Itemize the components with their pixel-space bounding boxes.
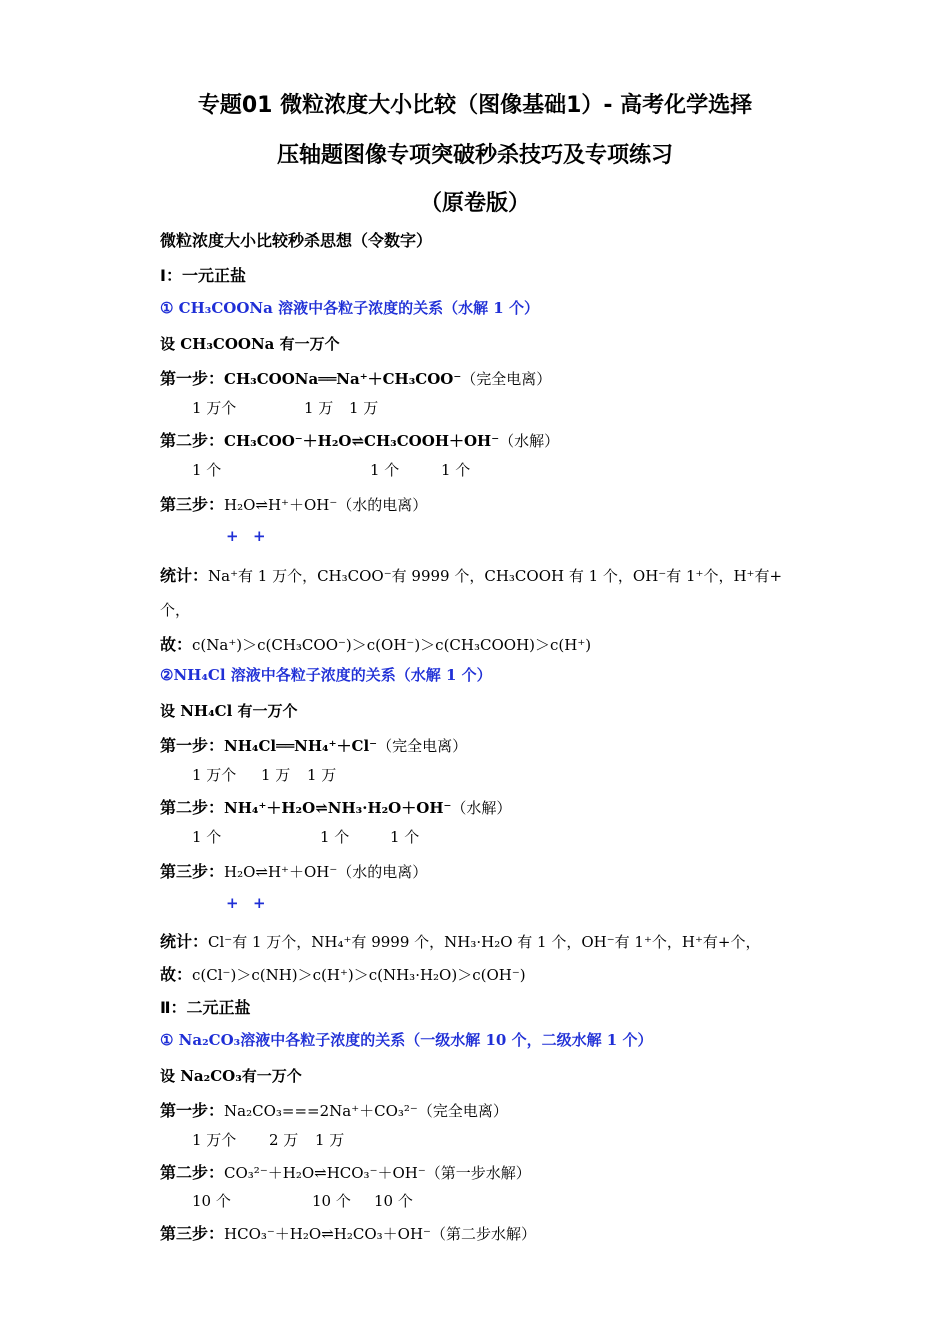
block3-step1-count-a: 1 万个 xyxy=(192,1131,237,1149)
step-label: 第一步： xyxy=(160,736,225,755)
equation-note: （水解） xyxy=(451,799,512,817)
block2-assume: 设 NH₄Cl 有一万个 xyxy=(160,702,298,720)
block2-stat xyxy=(160,929,760,952)
equation-note: （完全电离） xyxy=(461,370,552,388)
block2-step1-count-b: 1 万 xyxy=(261,766,291,784)
block1-heading: ① CH₃COONa 溶液中各粒子浓度的关系（水解 1 个） xyxy=(160,299,539,317)
equation: CH₃COONa══Na⁺＋CH₃COO⁻ xyxy=(224,370,462,388)
equation-note: （完全电离） xyxy=(417,1102,508,1120)
step-label: 第一步： xyxy=(160,1101,225,1120)
block1-assume: 设 CH₃COONa 有一万个 xyxy=(160,335,340,353)
block1-step3-mark-a: + xyxy=(226,527,239,545)
block1-step1 xyxy=(160,366,551,389)
block2-heading: ②NH₄Cl 溶液中各粒子浓度的关系（水解 1 个） xyxy=(160,666,492,684)
equation-note: （水解） xyxy=(499,432,560,450)
block1-step2-count-c: 1 个 xyxy=(441,461,471,479)
block1-conclusion xyxy=(160,632,591,655)
block2-step2-count-a: 1 个 xyxy=(192,828,222,846)
stat-text: Cl⁻有 1 万个，NH₄⁺有 9999 个，NH₃·H₂O 有 1 个，OH⁻有 1⁺个，H⁺有+个， xyxy=(208,933,761,951)
step-label: 第二步： xyxy=(160,798,225,817)
block2-step1-count-a: 1 万个 xyxy=(192,766,237,784)
block1-step1-count-c: 1 万 xyxy=(349,399,379,417)
equation: NH₄Cl══NH₄⁺＋Cl⁻ xyxy=(224,737,378,755)
document-title-line-2: 压轴题图像专项突破秒杀技巧及专项练习 xyxy=(276,143,673,168)
section-heading-1: Ⅰ：一元正盐 xyxy=(160,266,246,285)
block3-step1-count-c: 1 万 xyxy=(315,1131,345,1149)
block2-step2-count-b: 1 个 xyxy=(320,828,350,846)
block2-step2-count-c: 1 个 xyxy=(390,828,420,846)
section-heading-2: Ⅱ：二元正盐 xyxy=(160,998,251,1017)
block1-step2-count-a: 1 个 xyxy=(192,461,222,479)
equation: Na₂CO₃===2Na⁺＋CO₃²⁻ xyxy=(224,1102,418,1120)
block3-heading: ① Na₂CO₃溶液中各粒子浓度的关系（一级水解 10 个，二级水解 1 个） xyxy=(160,1031,653,1049)
step-label: 第二步： xyxy=(160,431,225,450)
block3-step1 xyxy=(160,1098,508,1121)
block1-stat-cont: 个， xyxy=(160,601,191,619)
stat-label: 统计： xyxy=(160,566,209,585)
block3-step2-count-c: 10 个 xyxy=(374,1192,413,1210)
block1-stat xyxy=(160,563,782,586)
conclusion-label: 故： xyxy=(160,965,193,984)
block3-assume: 设 Na₂CO₃有一万个 xyxy=(160,1067,302,1085)
conclusion-text: c(Na⁺)＞c(CH₃COO⁻)＞c(OH⁻)＞c(CH₃COOH)＞c(H⁺) xyxy=(192,636,592,654)
block3-step3 xyxy=(160,1221,536,1244)
block1-step3 xyxy=(160,492,427,515)
equation-note: （完全电离） xyxy=(377,737,468,755)
equation: CH₃COO⁻＋H₂O⇌CH₃COOH＋OH⁻ xyxy=(224,432,500,450)
document-title-line-1: 专题01 微粒浓度大小比较（图像基础1）- 高考化学选择 xyxy=(197,93,753,118)
block2-conclusion xyxy=(160,962,526,985)
stat-label: 统计： xyxy=(160,932,209,951)
equation-note: （水的电离） xyxy=(337,863,428,881)
block1-step1-count-a: 1 万个 xyxy=(192,399,237,417)
block3-step1-count-b: 2 万 xyxy=(269,1131,299,1149)
step-label: 第三步： xyxy=(160,862,225,881)
step-label: 第一步： xyxy=(160,369,225,388)
block1-step1-count-b: 1 万 xyxy=(304,399,334,417)
step-label: 第二步： xyxy=(160,1163,225,1182)
conclusion-text: c(Cl⁻)＞c(NH)＞c(H⁺)＞c(NH₃·H₂O)＞c(OH⁻) xyxy=(192,966,526,984)
block2-step3 xyxy=(160,859,427,882)
block1-step2 xyxy=(160,428,559,451)
equation: H₂O⇌H⁺＋OH⁻ xyxy=(224,863,338,881)
step-label: 第三步： xyxy=(160,495,225,514)
method-heading: 微粒浓度大小比较秒杀思想（令数字） xyxy=(160,231,433,250)
block3-step2-count-b: 10 个 xyxy=(312,1192,351,1210)
block1-step2-count-b: 1 个 xyxy=(370,461,400,479)
block2-step3-mark-b: + xyxy=(253,894,266,912)
block2-step1-count-c: 1 万 xyxy=(307,766,337,784)
step-label: 第三步： xyxy=(160,1224,225,1243)
equation: H₂O⇌H⁺＋OH⁻ xyxy=(224,496,338,514)
block2-step2 xyxy=(160,795,511,818)
block3-step2 xyxy=(160,1160,531,1183)
equation: CO₃²⁻＋H₂O⇌HCO₃⁻＋OH⁻ xyxy=(224,1164,426,1182)
stat-text: Na⁺有 1 万个，CH₃COO⁻有 9999 个，CH₃COOH 有 1 个，OH⁻有 1⁺个，H⁺有+ xyxy=(208,567,783,585)
equation-note: （第一步水解） xyxy=(425,1164,531,1182)
block2-step3-mark-a: + xyxy=(226,894,239,912)
block1-step3-mark-b: + xyxy=(253,527,266,545)
block2-step1 xyxy=(160,733,467,756)
equation: HCO₃⁻＋H₂O⇌H₂CO₃＋OH⁻ xyxy=(224,1225,431,1243)
equation-note: （水的电离） xyxy=(337,496,428,514)
equation-note: （第二步水解） xyxy=(430,1225,536,1243)
document-title-line-3: （原卷版） xyxy=(419,191,530,216)
conclusion-label: 故： xyxy=(160,635,193,654)
block3-step2-count-a: 10 个 xyxy=(192,1192,231,1210)
equation: NH₄⁺＋H₂O⇌NH₃·H₂O＋OH⁻ xyxy=(224,799,452,817)
